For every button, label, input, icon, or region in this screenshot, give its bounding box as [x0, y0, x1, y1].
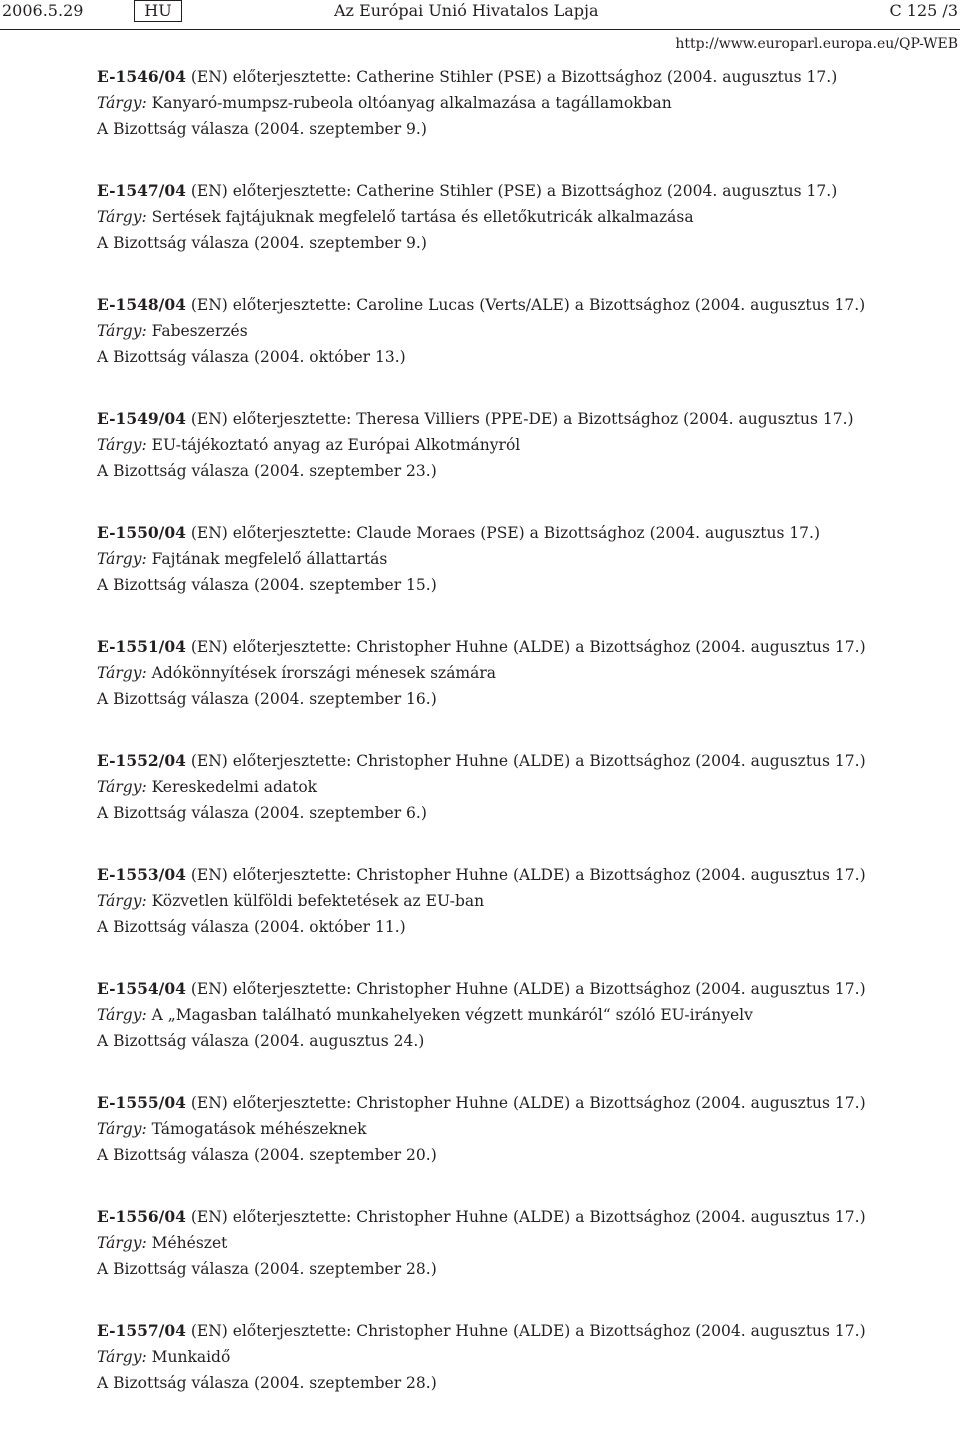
question-subject [97, 660, 927, 686]
question-heading [97, 1090, 927, 1116]
question-subject [97, 432, 927, 458]
question-author: (EN) előterjesztette: Christopher Huhne (ALDE) a Bizottsághoz (2004. augusztus 17.) [185, 866, 866, 884]
question-number: E-1553/04 [97, 865, 186, 884]
page-header [0, 0, 960, 24]
source-url: http://www.europarl.europa.eu/QP-WEB [675, 36, 958, 52]
subject-label: Tárgy: [97, 778, 147, 796]
question-author: (EN) előterjesztette: Christopher Huhne (ALDE) a Bizottsághoz (2004. augusztus 17.) [185, 1208, 866, 1226]
commission-answer: A Bizottság válasza (2004. augusztus 24.) [97, 1032, 425, 1050]
question-heading [97, 292, 927, 318]
commission-answer: A Bizottság válasza (2004. szeptember 9.) [97, 234, 427, 252]
question-heading [97, 64, 927, 90]
commission-answer: A Bizottság válasza (2004. szeptember 20.) [97, 1146, 437, 1164]
subject-label: Tárgy: [97, 892, 147, 910]
commission-answer: A Bizottság válasza (2004. október 11.) [97, 918, 406, 936]
question-number: E-1547/04 [97, 181, 186, 200]
question-heading [97, 862, 927, 888]
question-entry [97, 406, 927, 520]
question-entry [97, 178, 927, 292]
question-entry [97, 634, 927, 748]
question-number: E-1549/04 [97, 409, 186, 428]
commission-answer: A Bizottság válasza (2004. szeptember 16.) [97, 690, 437, 708]
question-subject [97, 1230, 927, 1256]
subject-label: Tárgy: [97, 1348, 147, 1366]
question-heading [97, 406, 927, 432]
question-subject [97, 1344, 927, 1370]
issue-reference: C 125 /3 [889, 1, 958, 20]
question-subject [97, 1116, 927, 1142]
question-author: (EN) előterjesztette: Christopher Huhne (ALDE) a Bizottsághoz (2004. augusztus 17.) [185, 1322, 866, 1340]
subject-text: Fajtának megfelelő állattartás [151, 550, 388, 568]
question-entry [97, 520, 927, 634]
subject-label: Tárgy: [97, 208, 147, 226]
question-heading [97, 1204, 927, 1230]
question-author: (EN) előterjesztette: Christopher Huhne (ALDE) a Bizottsághoz (2004. augusztus 17.) [185, 1094, 866, 1112]
question-author: (EN) előterjesztette: Christopher Huhne (ALDE) a Bizottsághoz (2004. augusztus 17.) [185, 752, 866, 770]
question-heading [97, 976, 927, 1002]
subject-text: Közvetlen külföldi befektetések az EU-ban [151, 892, 485, 910]
question-subject [97, 888, 927, 914]
subject-label: Tárgy: [97, 664, 147, 682]
header-rule [0, 29, 960, 30]
subject-text: A „Magasban található munkahelyeken végzett munkáról“ szóló EU-irányelv [151, 1006, 753, 1024]
question-author: (EN) előterjesztette: Catherine Stihler (PSE) a Bizottsághoz (2004. augusztus 17.) [185, 68, 838, 86]
question-entry [97, 1318, 927, 1432]
question-subject [97, 774, 927, 800]
subject-label: Tárgy: [97, 1234, 147, 1252]
journal-title: Az Európai Unió Hivatalos Lapja [334, 1, 599, 20]
commission-answer: A Bizottság válasza (2004. szeptember 6.) [97, 804, 427, 822]
question-subject [97, 1002, 927, 1028]
question-number: E-1550/04 [97, 523, 186, 542]
commission-answer: A Bizottság válasza (2004. október 13.) [97, 348, 406, 366]
question-author: (EN) előterjesztette: Caroline Lucas (Verts/ALE) a Bizottsághoz (2004. augusztus 17.) [185, 296, 866, 314]
question-list [97, 64, 927, 1432]
question-number: E-1552/04 [97, 751, 186, 770]
question-subject [97, 90, 927, 116]
question-author: (EN) előterjesztette: Claude Moraes (PSE) a Bizottsághoz (2004. augusztus 17.) [185, 524, 821, 542]
question-author: (EN) előterjesztette: Theresa Villiers (PPE-DE) a Bizottsághoz (2004. augusztus 17.) [185, 410, 854, 428]
question-entry [97, 1204, 927, 1318]
subject-label: Tárgy: [97, 94, 147, 112]
commission-answer: A Bizottság válasza (2004. szeptember 23.) [97, 462, 437, 480]
subject-text: Munkaidő [151, 1348, 231, 1366]
subject-text: Fabeszerzés [151, 322, 248, 340]
language-code-box: HU [134, 0, 182, 22]
subject-label: Tárgy: [97, 550, 147, 568]
subject-text: Sertések fajtájuknak megfelelő tartása és elletőkutricák alkalmazása [151, 208, 694, 226]
question-author: (EN) előterjesztette: Christopher Huhne (ALDE) a Bizottsághoz (2004. augusztus 17.) [185, 980, 866, 998]
question-heading [97, 634, 927, 660]
subject-text: Kanyaró-mumpsz-rubeola oltóanyag alkalmazása a tagállamokban [151, 94, 672, 112]
question-number: E-1554/04 [97, 979, 186, 998]
commission-answer: A Bizottság válasza (2004. szeptember 28.) [97, 1374, 437, 1392]
subject-text: Adókönnyítések írországi ménesek számára [151, 664, 497, 682]
commission-answer: A Bizottság válasza (2004. szeptember 15.) [97, 576, 437, 594]
question-heading [97, 520, 927, 546]
question-number: E-1548/04 [97, 295, 186, 314]
subject-label: Tárgy: [97, 436, 147, 454]
commission-answer: A Bizottság válasza (2004. szeptember 28.) [97, 1260, 437, 1278]
subject-label: Tárgy: [97, 322, 147, 340]
subject-label: Tárgy: [97, 1120, 147, 1138]
question-heading [97, 178, 927, 204]
question-heading [97, 748, 927, 774]
question-number: E-1551/04 [97, 637, 186, 656]
question-number: E-1557/04 [97, 1321, 186, 1340]
subject-label: Tárgy: [97, 1006, 147, 1024]
question-entry [97, 862, 927, 976]
question-number: E-1546/04 [97, 67, 186, 86]
question-number: E-1555/04 [97, 1093, 186, 1112]
question-entry [97, 64, 927, 178]
question-subject [97, 318, 927, 344]
question-number: E-1556/04 [97, 1207, 186, 1226]
question-entry [97, 292, 927, 406]
publication-date: 2006.5.29 [2, 1, 84, 20]
subject-text: EU-tájékoztató anyag az Európai Alkotmányról [151, 436, 521, 454]
question-entry [97, 1090, 927, 1204]
question-subject [97, 204, 927, 230]
subject-text: Kereskedelmi adatok [151, 778, 318, 796]
question-subject [97, 546, 927, 572]
question-entry [97, 748, 927, 862]
subject-text: Méhészet [151, 1234, 228, 1252]
question-author: (EN) előterjesztette: Christopher Huhne (ALDE) a Bizottsághoz (2004. augusztus 17.) [185, 638, 866, 656]
question-entry [97, 976, 927, 1090]
commission-answer: A Bizottság válasza (2004. szeptember 9.) [97, 120, 427, 138]
subject-text: Támogatások méhészeknek [151, 1120, 367, 1138]
question-heading [97, 1318, 927, 1344]
question-author: (EN) előterjesztette: Catherine Stihler (PSE) a Bizottsághoz (2004. augusztus 17.) [185, 182, 838, 200]
